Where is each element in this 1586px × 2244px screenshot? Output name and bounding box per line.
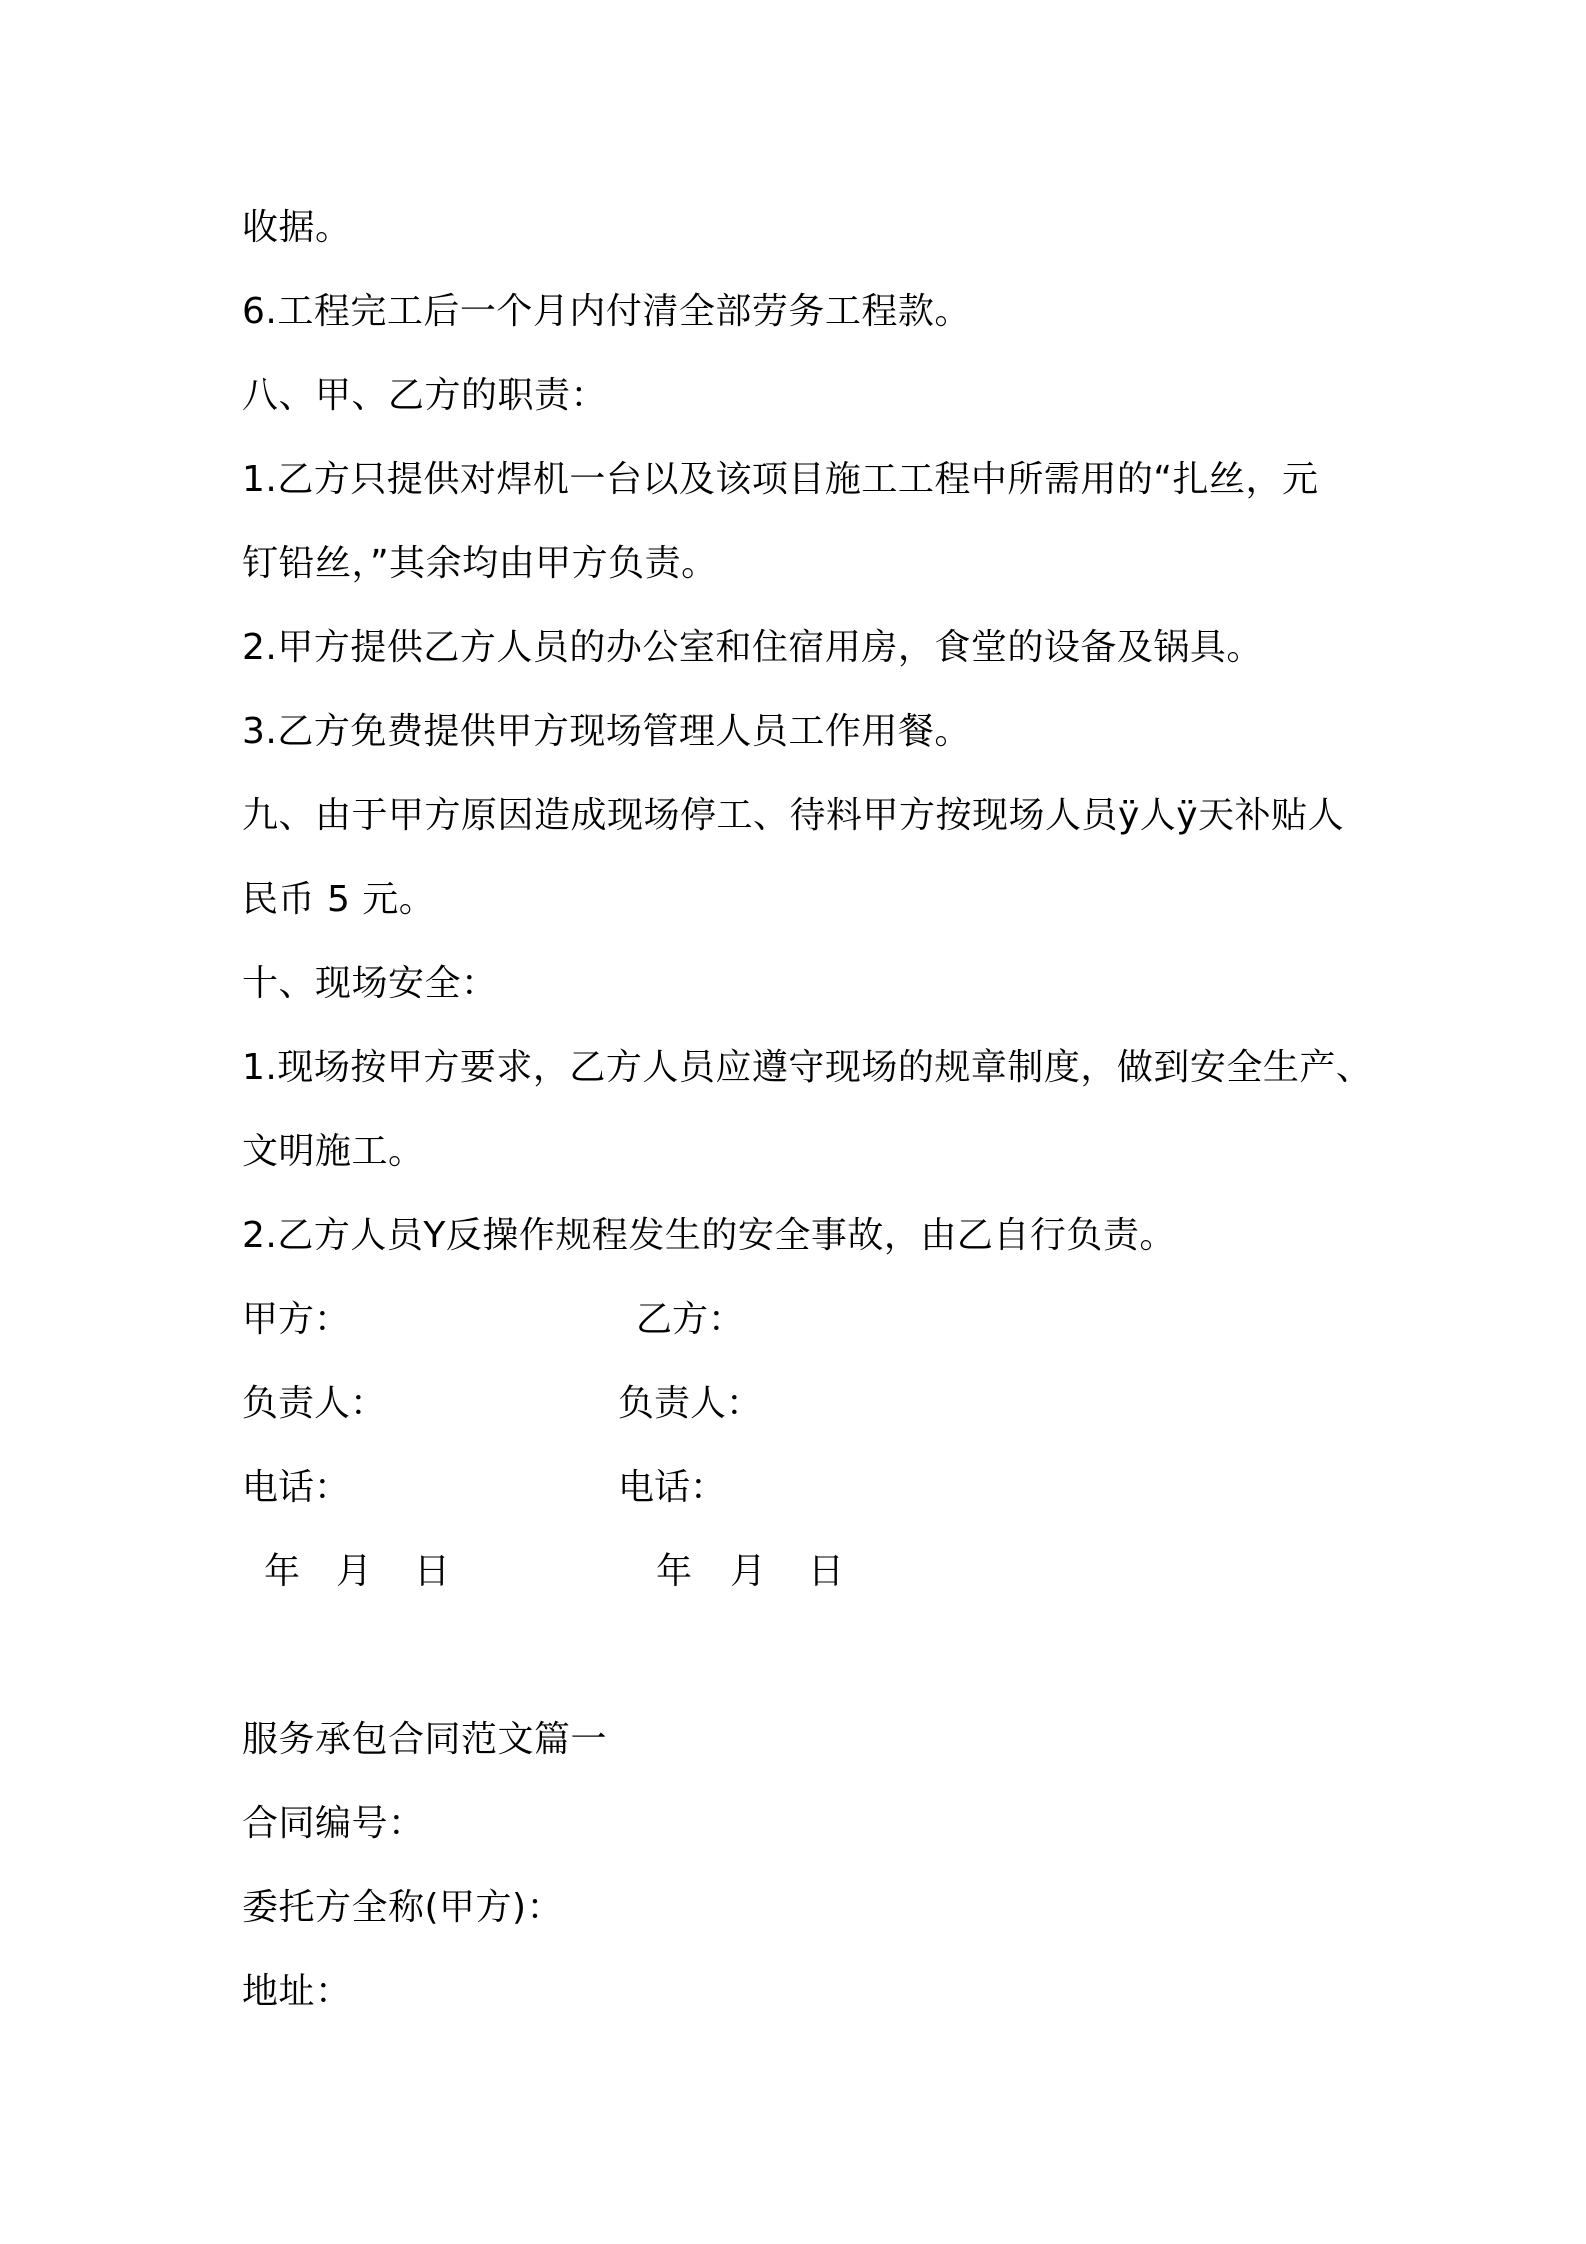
text-line: 民币 5 元。 — [242, 879, 436, 920]
party-b-label: 乙方： — [636, 1299, 745, 1340]
party-a-label: 甲方： — [242, 1299, 351, 1340]
date-month-a: 月 — [336, 1551, 373, 1592]
text-line: 3.乙方免费提供甲方现场管理人员工作用餐。 — [242, 711, 971, 752]
text-line: 钉铅丝，”其余均由甲方负责。 — [242, 543, 718, 584]
address-label: 地址： — [242, 1971, 352, 2012]
text-line: 2.乙方人员Y反操作规程发生的安全事故，由乙自行负责。 — [242, 1215, 1176, 1256]
text-line: 文明施工。 — [242, 1131, 425, 1172]
date-year-b: 年 — [656, 1551, 693, 1592]
date-year-a: 年 — [264, 1551, 301, 1592]
section-title: 服务承包合同范文篇一 — [242, 1719, 608, 1760]
date-day-b: 日 — [808, 1551, 845, 1592]
date-day-a: 日 — [414, 1551, 451, 1592]
contract-number-label: 合同编号： — [242, 1803, 425, 1844]
person-a-label: 负责人： — [242, 1383, 387, 1424]
text-line: 1.乙方只提供对焊机一台以及该项目施工工程中所需用的“扎丝，元 — [242, 459, 1319, 500]
text-line: 1.现场按甲方要求，乙方人员应遵守现场的规章制度，做到安全生产、 — [242, 1047, 1373, 1088]
person-b-label: 负责人： — [618, 1383, 763, 1424]
client-name-label: 委托方全称(甲方)： — [242, 1887, 564, 1928]
phone-a-label: 电话： — [242, 1467, 351, 1508]
section-heading: 十、现场安全： — [242, 963, 498, 1004]
text-line: 九、由于甲方原因造成现场停工、待料甲方按现场人员ÿ人ÿ天补贴人 — [242, 795, 1345, 836]
phone-b-label: 电话： — [618, 1467, 727, 1508]
date-month-b: 月 — [730, 1551, 767, 1592]
section-heading: 八、甲、乙方的职责： — [242, 375, 608, 416]
text-line: 收据。 — [242, 207, 352, 248]
text-line: 2.甲方提供乙方人员的办公室和住宿用房，食堂的设备及锅具。 — [242, 627, 1263, 668]
text-line: 6.工程完工后一个月内付清全部劳务工程款。 — [242, 291, 971, 332]
